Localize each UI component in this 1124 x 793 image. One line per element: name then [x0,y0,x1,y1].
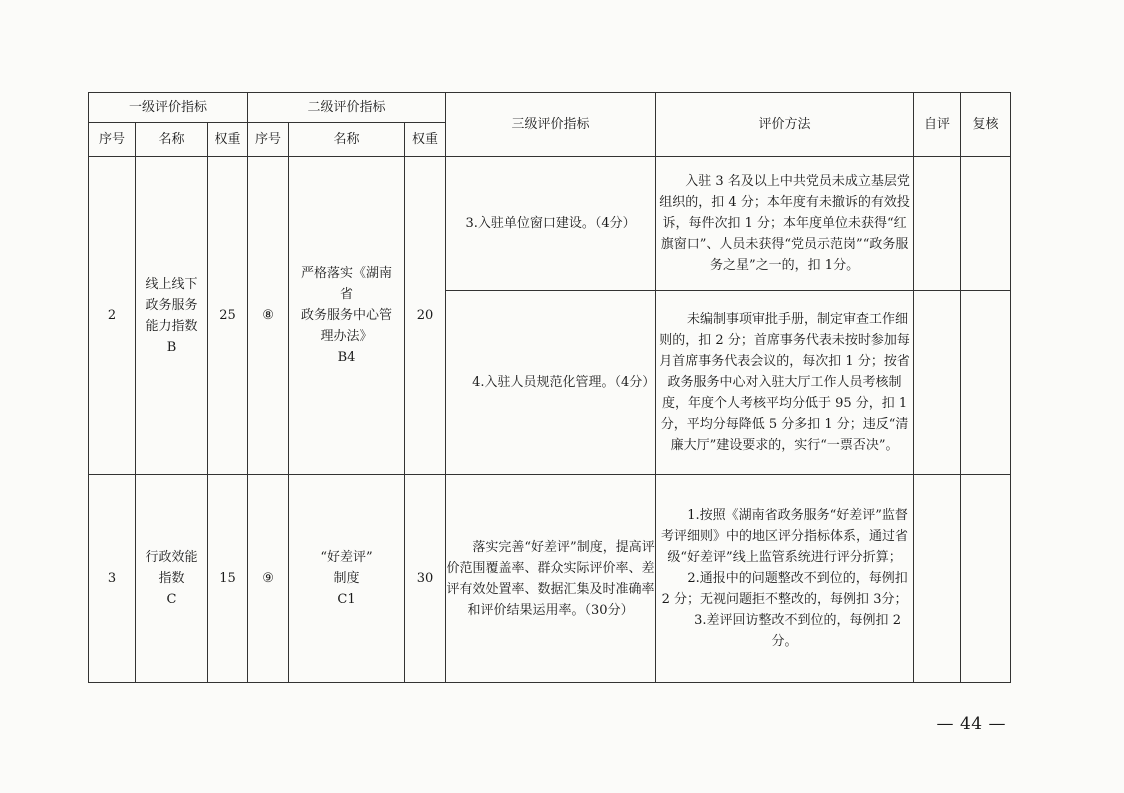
l1-seq: 3 [89,475,136,683]
l2-weight: 30 [405,475,446,683]
page-number: — 44 — [936,714,1006,734]
l2-name-line: 严格落实《湖南省 [301,266,393,302]
evaluation-method [656,157,914,291]
l1-name-line: 线上线下 [145,276,198,292]
l1-name-line: C [166,592,177,607]
header-level3: 三级评价指标 [446,93,656,157]
header-method: 评价方法 [656,93,914,157]
l2-name-line: 制度 [333,571,360,586]
method-line: 2.通报中的问题整改不到位的，每例扣 2 分；无视问题拒不整改的，每例扣 3分； [661,571,908,607]
l2-name-line: 政务服务中心管 [301,308,393,323]
l2-name [289,157,405,475]
review-cell [961,157,1011,291]
l1-name [136,157,208,475]
l2-name-line: B4 [337,350,356,365]
l1-name-line: 能力指数 [145,318,198,334]
method-text: 未编制事项审批手册，制定审查工作细则的，扣 2 分；首席事务代表未按时参加每月首席事务代表会议的，每次扣 1 分；按省政务服务中心对入驻大厅工作人员考核制度，年度个人考核平均分低于 95 分，扣 1 分，平均分每降低 5 分多扣 1 分；违反“清廉大厅”建设要求的，实行“一票否决”。 [659,312,910,453]
l3-indicator: 3.入驻单位窗口建设。（4分） [446,157,656,291]
header-seq2: 序号 [248,123,289,157]
l1-weight: 15 [208,475,248,683]
method-line: 1.按照《湖南省政务服务“好差评”监督考评细则》中的地区评分指标体系，通过省级“好差评”线上监管系统进行评分折算； [661,508,909,565]
evaluation-table [88,92,1011,683]
header-row-1 [89,93,1011,123]
l1-name-line: 政务服务 [145,297,198,313]
header-weight2: 权重 [405,123,446,157]
table-row [89,475,1011,683]
l3-indicator [446,291,656,475]
l2-name-line: “好差评” [320,550,373,565]
l1-name-line: 行政效能 [145,550,198,565]
l2-seq: ⑨ [248,475,289,683]
l2-name [289,475,405,683]
evaluation-method [656,475,914,683]
self-eval-cell [914,475,961,683]
indicator-text: 4.入驻人员规范化管理。（4分） [472,375,656,390]
header-review: 复核 [961,93,1011,157]
self-eval-cell [914,157,961,291]
self-eval-cell [914,291,961,475]
review-cell [961,291,1011,475]
header-seq: 序号 [89,123,136,157]
evaluation-method [656,291,914,475]
method-text: 入驻 3 名及以上中共党员未成立基层党组织的，扣 4 分；本年度有未撤诉的有效投诉，每件次扣 1 分；本年度单位未获得“红旗窗口”、人员未获得“党员示范岗”“政务服务之星”之一的，扣 1分。 [659,174,910,273]
l1-weight: 25 [208,157,248,475]
l2-name-line: 理办法》 [320,329,373,344]
l2-seq: ⑧ [248,157,289,475]
l2-name-line: C1 [337,592,356,607]
table-row [89,157,1011,291]
l3-indicator [446,475,656,683]
review-cell [961,475,1011,683]
header-level1-group: 一级评价指标 [89,93,248,123]
l1-name-line: 指数 [158,571,185,586]
l1-seq: 2 [89,157,136,475]
header-name2: 名称 [289,123,405,157]
method-line: 3.差评回访整改不到位的，每例扣 2分。 [694,613,901,649]
header-self-eval: 自评 [914,93,961,157]
header-name: 名称 [136,123,208,157]
header-level2-group: 二级评价指标 [248,93,446,123]
indicator-text: 落实完善“好差评”制度，提高评价范围覆盖率、群众实际评价率、差评有效处置率、数据汇集及时准确率和评价结果运用率。（30分） [446,539,655,618]
l1-name-line: B [166,339,177,355]
header-weight: 权重 [208,123,248,157]
l1-name [136,475,208,683]
l2-weight: 20 [405,157,446,475]
